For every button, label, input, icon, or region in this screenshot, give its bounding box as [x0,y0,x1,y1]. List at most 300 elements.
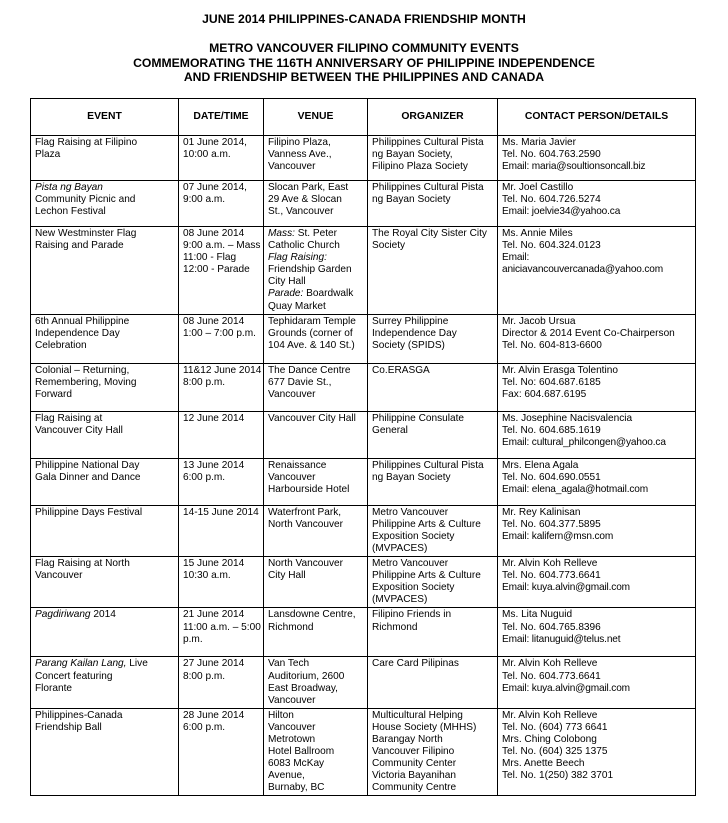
event-cell [31,657,179,708]
contact-cell-line: Ms. Maria Javier [502,137,577,148]
venue-cell-text: Friendship Garden [268,264,352,276]
venue-cell-text: Filipino Plaza, [268,137,331,148]
venue-cell-line [268,340,364,352]
event-cell-line [35,425,175,437]
date-time-cell-line: 14-15 June 2014 [183,506,259,518]
contact-cell-line: aniciavancouvercanada@yahoo.com [502,264,664,276]
venue-cell-line [268,301,364,313]
organizer-cell-line: House Society (MHHS) [372,721,477,733]
date-time-cell-line: 28 June 2014 [183,709,245,721]
date-time-cell-line: 9:00 a.m. – Mass [183,240,261,252]
contact-cell-line: Mrs. Elena Agala [502,459,579,471]
event-cell-text: Flag Raising at [35,412,103,424]
venue-cell-line [268,149,364,161]
event-cell-line [35,413,175,425]
venue-cell [264,363,368,411]
venue-cell-line [268,460,364,472]
date-time-cell [179,411,264,458]
subtitle-line: COMMEMORATING THE 116TH ANNIVERSARY OF PHILIPPINE INDEPENDENCE [133,56,595,70]
contact-cell-line: Email: litanuguid@telus.net [502,633,621,645]
contact-cell-line: Email: maria@soultionsoncall.biz [502,161,646,173]
venue-cell-text: Mass: [268,228,295,239]
contact-cell-line: Mr. Rey Kalinisan [502,506,581,518]
contact-cell-line: Ms. Josephine Nacisvalencia [502,412,633,424]
venue-cell-line [268,288,364,300]
venue-cell [264,608,368,657]
event-cell-text: Vancouver City Hall [35,424,123,436]
date-time-cell-line: 21 June 2014 [183,609,245,621]
date-time-cell-line: 10:00 a.m. [183,149,231,161]
contact-cell-line: Mr. Joel Castillo [502,182,574,193]
contact-cell-line: Tel. No. 604.773.6641 [502,570,601,582]
date-time-cell-line: 11:00 a.m. – 5:00 [183,621,261,633]
organizer-cell-line: Philippine Arts & Culture [372,518,481,530]
date-time-cell-line: 11&12 June 2014 [183,364,262,376]
venue-cell-text: Vancouver [268,388,316,400]
event-cell-line [35,389,175,401]
organizer-cell-line: Barangay North [372,733,443,745]
organizer-cell-line: Metro Vancouver [372,558,449,570]
contact-cell-line: Email: elena_agala@hotmail.com [502,483,649,495]
date-time-cell-line: p.m. [183,633,203,645]
table-row [31,136,696,181]
organizer-cell-line: Exposition Society [372,530,455,542]
event-cell-text: Colonial – Returning, [35,364,130,376]
contact-cell-line: Tel. No. (604) 325 1375 [502,746,608,758]
organizer-cell-line: Care Card Pilipinas [372,658,459,670]
organizer-cell [368,411,498,458]
event-cell-text: Gala Dinner and Dance [35,471,141,483]
date-time-cell [179,227,264,315]
venue-cell-line [268,194,364,206]
contact-cell-line: Tel. No. 604.685.1619 [502,424,601,436]
event-cell-text: Forward [35,388,73,400]
venue-cell [264,458,368,505]
venue-cell-text: Avenue, [268,770,305,782]
column-header-organizer: ORGANIZER [368,99,498,136]
column-header-venue: VENUE [264,99,368,136]
contact-cell-line: Fax: 604.687.6195 [502,388,587,400]
venue-cell-text: Van Tech [268,658,310,670]
column-header-event: EVENT [31,99,179,136]
event-cell-line [35,228,175,240]
venue-cell [264,136,368,181]
contact-cell [498,608,696,657]
contact-cell-line: Mr. Jacob Ursua [502,315,576,327]
date-time-cell-line: 8:00 p.m. [183,670,226,682]
table-row [31,227,696,315]
date-time-cell [179,708,264,796]
event-cell [31,181,179,227]
event-cell [31,363,179,411]
table-row [31,557,696,608]
organizer-cell-line: Surrey Philippine [372,315,449,327]
event-cell-line [35,328,175,340]
organizer-cell-line: Victoria Bayanihan [372,770,456,782]
date-time-cell [179,657,264,708]
contact-cell-line: Director & 2014 Event Co-Chairperson [502,327,675,339]
venue-cell-line [268,264,364,276]
venue-cell-text: St. Peter [294,228,337,239]
venue-cell-text: Metrotown [268,733,316,745]
organizer-cell-line: The Royal City Sister City [372,228,487,239]
venue-cell-line [268,558,364,570]
venue-cell-line [268,228,364,240]
venue-cell-text: Boardwalk [303,288,354,300]
venue-cell-line [268,328,364,340]
date-time-cell [179,181,264,227]
event-cell-text: Pista ng Bayan [35,182,103,193]
venue-cell-text: Vanness Ave., [268,149,332,161]
date-time-cell-line: 08 June 2014 [183,228,245,239]
contact-cell-line: Tel. No. 1(250) 382 3701 [502,770,614,782]
event-cell-text: Florante [35,682,73,694]
contact-cell-line: Email: joelvie34@yahoo.ca [502,206,621,218]
venue-cell [264,227,368,315]
contact-cell [498,505,696,556]
venue-cell-line [268,389,364,401]
venue-cell-text: Richmond [268,621,314,633]
event-cell-text: Philippine National Day [35,459,140,471]
organizer-cell-line: Society (SPIDS) [372,339,445,351]
organizer-cell-line: Philippine Arts & Culture [372,570,481,582]
column-header-contact: CONTACT PERSON/DETAILS [498,99,696,136]
event-cell [31,411,179,458]
event-cell-text: New Westminster Flag [35,228,137,239]
date-time-cell-line: 12 June 2014 [183,412,245,424]
contact-cell [498,557,696,608]
venue-cell-line [268,722,364,734]
venue-cell-line [268,377,364,389]
event-cell [31,227,179,315]
date-time-cell-line: 12:00 - Parade [183,264,250,276]
table-row [31,458,696,505]
organizer-cell-line: Philippines Cultural Pista [372,182,484,193]
venue-cell-line [268,519,364,531]
contact-cell-line: Email: cultural_philcongen@yahoo.ca [502,436,666,448]
event-cell-text: Philippine Days Festival [35,506,143,518]
date-time-cell-line: 6:00 p.m. [183,471,226,483]
organizer-cell-line: Filipino Friends in [372,609,452,621]
contact-cell [498,363,696,411]
date-time-cell [179,458,264,505]
contact-cell [498,657,696,708]
subtitle-line: METRO VANCOUVER FILIPINO COMMUNITY EVENTS [209,41,519,55]
venue-cell [264,314,368,363]
venue-cell-text: Grounds (corner of [268,327,353,339]
table-row [31,608,696,657]
venue-cell-line [268,695,364,707]
organizer-cell-line: (MVPACES) [372,594,428,606]
contact-cell-line: Tel. No. 604-813-6600 [502,339,602,351]
contact-cell [498,136,696,181]
venue-cell-line [268,484,364,496]
date-time-cell-line: 27 June 2014 [183,658,245,670]
contact-cell [498,181,696,227]
contact-cell-line: Email: [502,252,530,264]
venue-cell-line [268,240,364,252]
event-cell-line [35,658,175,670]
venue-cell-text: Renaissance [268,459,327,471]
table-body [31,136,696,796]
date-time-cell [179,314,264,363]
event-cell-line [35,722,175,734]
organizer-cell [368,136,498,181]
organizer-cell [368,505,498,556]
event-cell-text: Celebration [35,339,87,351]
event-cell-text: Live [126,658,148,670]
date-time-cell [179,557,264,608]
event-cell-line [35,507,175,519]
venue-cell-line [268,507,364,519]
venue-cell-text: 677 Davie St., [268,376,332,388]
event-cell-text: Flag Raising at North [35,558,130,570]
contact-cell-line: Tel. No. 604.773.6641 [502,670,601,682]
event-cell-line [35,558,175,570]
event-cell-line [35,137,175,149]
venue-cell-text: St., Vancouver [268,206,334,218]
event-cell-line [35,377,175,389]
event-cell-text: Friendship Ball [35,721,102,733]
contact-cell-line: Tel. No. 604.765.8396 [502,621,601,633]
event-cell [31,458,179,505]
organizer-cell [368,458,498,505]
venue-cell-line [268,622,364,634]
contact-cell [498,227,696,315]
date-time-cell-line: 1:00 – 7:00 p.m. [183,327,256,339]
date-time-cell-line: 6:00 p.m. [183,721,226,733]
venue-cell-text: 29 Ave & Slocan [268,194,342,206]
event-cell-text: Lechon Festival [35,206,106,218]
contact-cell-line: Mr. Alvin Koh Relleve [502,658,598,670]
venue-cell-line [268,671,364,683]
venue-cell-text: Catholic Church [268,240,340,252]
date-time-cell-line: 11:00 - Flag [183,252,237,264]
venue-cell-line [268,734,364,746]
venue-cell-line [268,206,364,218]
organizer-cell-line: Vancouver Filipino [372,746,455,758]
venue-cell-line [268,782,364,794]
organizer-cell-line: Filipino Plaza Society [372,161,468,173]
organizer-cell-line: Co.ERASGA [372,364,430,376]
venue-cell-text: Burnaby, BC [268,782,325,794]
organizer-cell [368,363,498,411]
venue-cell-text: Quay Market [268,300,326,312]
event-cell-text: 6th Annual Philippine [35,315,130,327]
organizer-cell-line: Philippines Cultural Pista [372,459,484,471]
event-cell-line [35,460,175,472]
organizer-cell-line: Society [372,240,406,252]
venue-cell-text: East Broadway, [268,682,338,694]
venue-cell-line [268,710,364,722]
page-title: JUNE 2014 PHILIPPINES-CANADA FRIENDSHIP MONTH [202,12,526,26]
contact-cell-line: Email: kuya.alvin@gmail.com [502,682,630,694]
date-time-cell-line: 08 June 2014 [183,315,245,327]
event-cell-text: Philippines-Canada [35,709,123,721]
event-cell [31,136,179,181]
date-time-cell-line: 13 June 2014 [183,459,245,471]
date-time-cell [179,136,264,181]
venue-cell-text: North Vancouver [268,518,343,530]
venue-cell-line [268,413,364,425]
venue-cell-line [268,746,364,758]
contact-cell-line: Tel. No. 604.763.2590 [502,149,601,161]
venue-cell [264,411,368,458]
event-cell-text: Vancouver [35,570,83,582]
venue-cell-text: 6083 McKay [268,758,325,770]
venue-cell-text: City Hall [268,276,306,288]
contact-cell [498,708,696,796]
venue-cell-line [268,683,364,695]
date-time-cell-line: 8:00 p.m. [183,376,226,388]
event-cell-line [35,570,175,582]
organizer-cell [368,181,498,227]
organizer-cell [368,708,498,796]
contact-cell-line: Ms. Annie Miles [502,228,573,239]
contact-cell-line: Mr. Alvin Koh Relleve [502,709,598,721]
venue-cell-line [268,472,364,484]
event-cell-line [35,240,175,252]
event-cell [31,314,179,363]
event-cell-text: Community Picnic and [35,194,136,206]
venue-cell [264,557,368,608]
organizer-cell-line: Independence Day [372,327,457,339]
contact-cell-line: Mrs. Anette Beech [502,758,585,770]
contact-cell-line: Tel. No. (604) 773 6641 [502,721,608,733]
column-header-date-time: DATE/TIME [179,99,264,136]
venue-cell-text: City Hall [268,570,306,582]
organizer-cell-line: Philippines Cultural Pista [372,137,484,148]
table-header-row [31,99,696,136]
venue-cell-line [268,770,364,782]
organizer-cell-line: Richmond [372,621,418,633]
organizer-cell-line: Multicultural Helping [372,709,463,721]
table-row [31,411,696,458]
event-cell [31,557,179,608]
event-cell-text: Raising and Parade [35,240,124,252]
event-cell-text: Plaza [35,149,61,161]
event-cell-line [35,710,175,722]
contact-cell-line: Mr. Alvin Erasga Tolentino [502,364,618,376]
venue-cell-line [268,252,364,264]
contact-cell-line: Tel. No. 604.726.5274 [502,194,601,206]
event-cell [31,505,179,556]
event-cell [31,708,179,796]
date-time-cell [179,608,264,657]
contact-cell-line: Tel. No. 604.377.5895 [502,518,601,530]
venue-cell-line [268,609,364,621]
table-row [31,505,696,556]
event-cell-text: Independence Day [35,327,120,339]
venue-cell-text: Vancouver [268,471,316,483]
organizer-cell [368,657,498,708]
venue-cell-line [268,658,364,670]
date-time-cell-line: 07 June 2014, [183,182,247,193]
event-cell [31,608,179,657]
venue-cell-text: Hotel Ballroom [268,746,335,758]
venue-cell-text: Auditorium, 2600 [268,670,345,682]
venue-cell-text: Vancouver City Hall [268,412,356,424]
venue-cell-line [268,758,364,770]
venue-cell-line [268,182,364,194]
venue-cell-line [268,316,364,328]
organizer-cell [368,314,498,363]
contact-cell-line: Mrs. Ching Colobong [502,733,597,745]
venue-cell-line [268,365,364,377]
venue-cell-text: Vancouver [268,161,316,173]
venue-cell-text: Hilton [268,709,294,721]
date-time-cell-line: 10:30 a.m. [183,570,231,582]
organizer-cell [368,557,498,608]
organizer-cell-line: Philippine Consulate [372,412,465,424]
events-table [30,98,696,796]
contact-cell-line: Mr. Alvin Koh Relleve [502,558,598,570]
date-time-cell [179,363,264,411]
contact-cell-line: Email: kuya.alvin@gmail.com [502,582,630,594]
venue-cell-line [268,276,364,288]
venue-cell-line [268,161,364,173]
organizer-cell-line: General [372,424,408,436]
date-time-cell-line: 01 June 2014, [183,137,247,148]
contact-cell [498,458,696,505]
venue-cell-text: Flag Raising: [268,252,327,264]
event-cell-text: 2014 [90,609,116,621]
venue-cell [264,708,368,796]
contact-cell-line: Tel. No. 604.690.0551 [502,471,601,483]
event-cell-text: Parang Kailan Lang, [35,658,127,670]
contact-cell-line: Email: kalifern@msn.com [502,530,614,542]
venue-cell-text: Waterfront Park, [268,506,342,518]
event-cell-text: Flag Raising at Filipino [35,137,138,148]
contact-cell-line: Tel. No. 604.324.0123 [502,240,601,252]
organizer-cell [368,227,498,315]
venue-cell-text: Slocan Park, East [268,182,349,193]
table-row [31,363,696,411]
organizer-cell-line: ng Bayan Society [372,471,451,483]
table-row [31,657,696,708]
contact-cell-line: Ms. Lita Nuguid [502,609,573,621]
event-cell-line [35,182,175,194]
event-cell-line [35,340,175,352]
organizer-cell-line: (MVPACES) [372,542,428,554]
event-cell-line [35,149,175,161]
organizer-cell [368,608,498,657]
organizer-cell-line: Community Centre [372,782,457,794]
date-time-cell-line: 15 June 2014 [183,558,245,570]
table-row [31,314,696,363]
venue-cell-text: 104 Ave. & 140 St.) [268,339,355,351]
subtitle-line: AND FRIENDSHIP BETWEEN THE PHILIPPINES AND CANADA [183,70,545,84]
event-cell-line [35,671,175,683]
contact-cell [498,411,696,458]
organizer-cell-line: ng Bayan Society [372,194,451,206]
organizer-cell-line: Exposition Society [372,582,455,594]
event-cell-line [35,316,175,328]
contact-cell-line: Tel. No: 604.687.6185 [502,376,601,388]
event-cell-line [35,472,175,484]
venue-cell-text: Parade: [268,288,304,300]
organizer-cell-line: Community Center [372,758,457,770]
event-cell-line [35,194,175,206]
table-row [31,708,696,796]
event-cell-line [35,609,175,621]
event-cell-text: Concert featuring [35,670,113,682]
table-row [31,181,696,227]
event-cell-text: Remembering, Moving [35,376,137,388]
venue-cell-text: Vancouver [268,721,316,733]
date-time-cell [179,505,264,556]
organizer-cell-line: Metro Vancouver [372,506,449,518]
